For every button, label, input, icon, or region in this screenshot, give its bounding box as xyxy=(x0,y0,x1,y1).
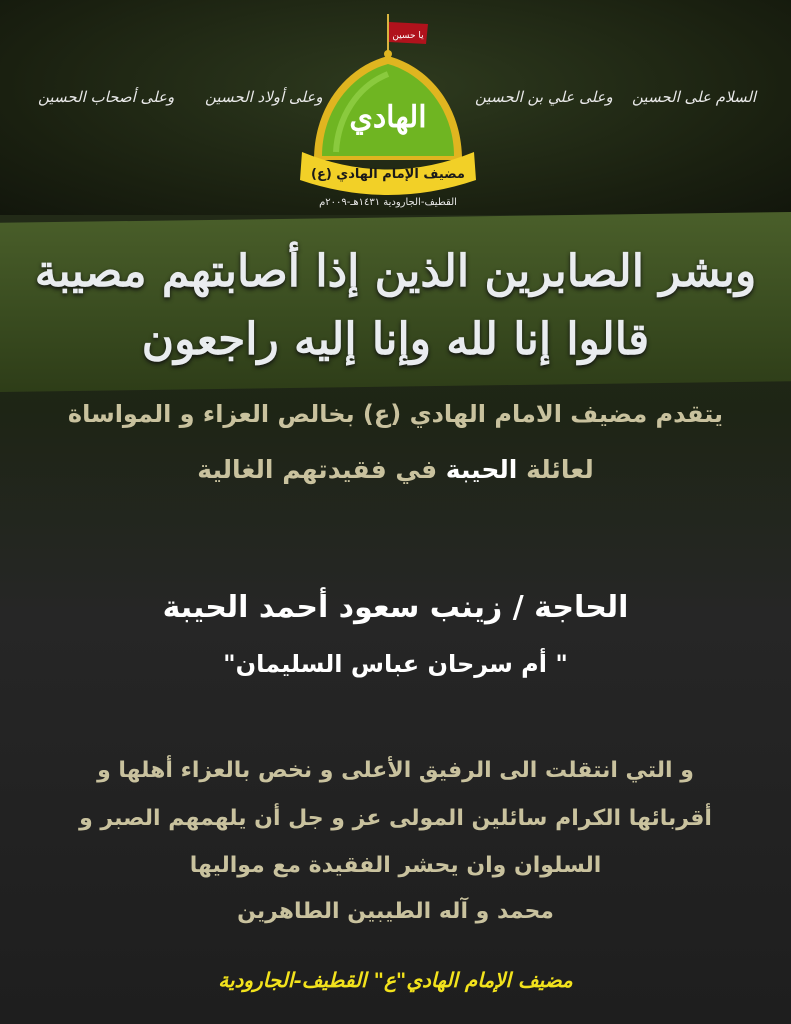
deceased-name: الحاجة / زينب سعود أحمد الحيبة xyxy=(162,590,629,625)
greeting-1: السلام على الحسين xyxy=(632,88,757,106)
body-line-1: و التي انتقلت الى الرفيق الأعلى و نخص بالعزاء أهلها و xyxy=(97,758,694,783)
emblem-text: الهادي xyxy=(349,100,427,135)
flag-text: يا حسين xyxy=(392,31,424,41)
body-line-2: أقربائها الكرام سائلين المولى عز و جل أن يلهمهم الصبر و xyxy=(79,806,712,831)
body-line-3: السلوان وان يحشر الفقيدة مع مواليها xyxy=(189,853,602,878)
condolence-line-2 xyxy=(0,455,791,484)
condolence-line-1: يتقدم مضيف الامام الهادي (ع) بخالص العزاء و المواساة xyxy=(67,400,724,428)
greeting-2: وعلى علي بن الحسين xyxy=(475,88,613,106)
greeting-4: وعلى أصحاب الحسين xyxy=(38,88,175,106)
quran-verse: وبشر الصابرين الذين إذا أصابتهم مصيبة قالوا إنا لله وإنا إليه راجعون xyxy=(34,246,757,366)
deceased-kunya: " أم سرحان عباس السليمان" xyxy=(223,650,568,678)
ribbon-text: مضيف الإمام الهادي (ع) xyxy=(311,167,465,182)
mudhif-logo xyxy=(296,12,496,212)
family-suffix: في فقيدتهم الغالية xyxy=(197,455,438,484)
family-name: الحيبة xyxy=(445,455,518,484)
greeting-3: وعلى أولاد الحسين xyxy=(205,88,323,106)
body-line-4: محمد و آله الطيبين الطاهرين xyxy=(237,899,554,924)
family-prefix: لعائلة xyxy=(526,455,594,484)
founding-text: القطيف-الجارودية ١٤٣١هـ-٢٠٠٩م xyxy=(319,197,457,208)
footer-signature: مضيف الإمام الهادي"ع" القطيف-الجارودية xyxy=(218,968,573,992)
